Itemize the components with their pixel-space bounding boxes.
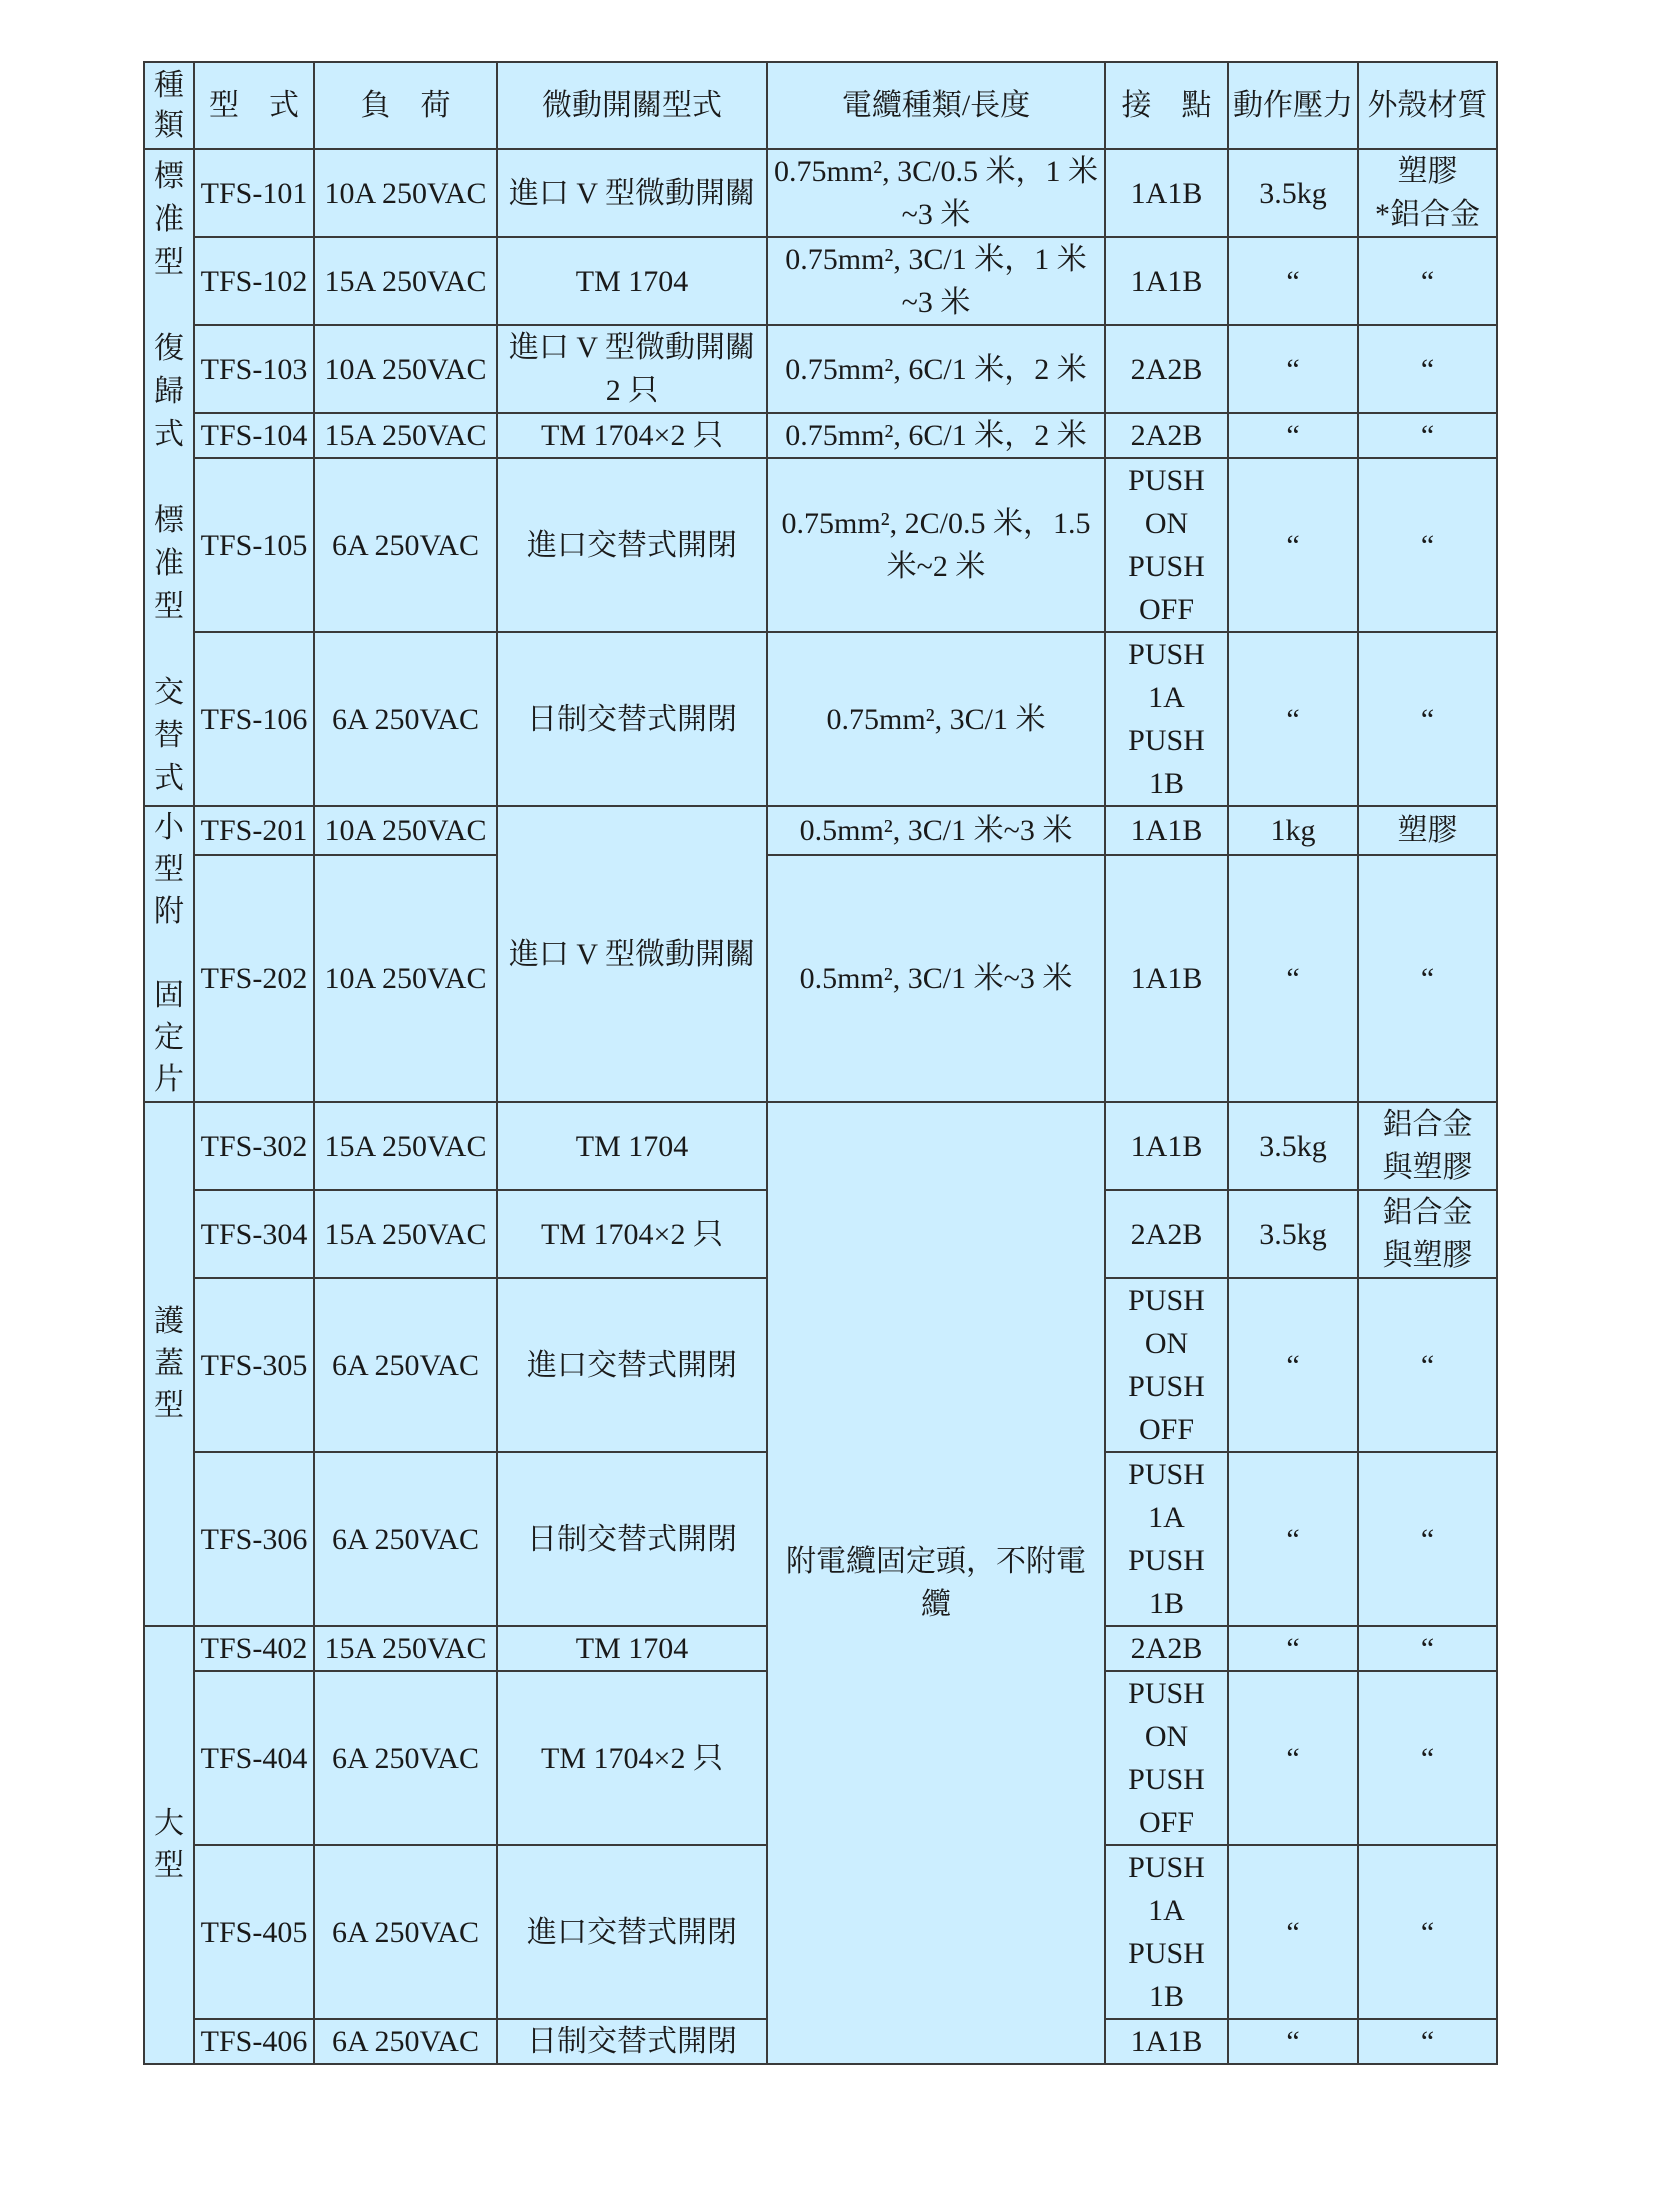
force-cell: “ xyxy=(1228,1626,1358,1671)
load-cell: 6A 250VAC xyxy=(314,1845,497,2019)
category-cover: 護 蓋 型 xyxy=(144,1102,194,1626)
header-model: 型 式 xyxy=(194,62,314,149)
cable-cell: 0.75mm², 3C/0.5 米，1 米~3 米 xyxy=(767,149,1105,237)
model-cell: TFS-102 xyxy=(194,237,314,325)
model-cell: TFS-306 xyxy=(194,1452,314,1626)
spec-table xyxy=(143,61,1498,2065)
switch-cell: 日制交替式開閉 xyxy=(497,2019,767,2064)
contact-cell: PUSH 1A PUSH 1B xyxy=(1105,632,1228,806)
table-row xyxy=(144,855,1497,1102)
force-cell: 3.5kg xyxy=(1228,149,1358,237)
material-cell: “ xyxy=(1358,1452,1497,1626)
material-cell: “ xyxy=(1358,2019,1497,2064)
header-cable: 電纜種類/長度 xyxy=(767,62,1105,149)
force-cell: “ xyxy=(1228,458,1358,632)
model-cell: TFS-302 xyxy=(194,1102,314,1190)
contact-cell: 2A2B xyxy=(1105,325,1228,413)
switch-cell: 進口 V 型微動開關 2 只 xyxy=(497,325,767,413)
category-standard: 標 准 型 復 歸 式 標 准 型 交 替 式 xyxy=(144,149,194,806)
header-load: 負 荷 xyxy=(314,62,497,149)
material-cell: “ xyxy=(1358,413,1497,458)
force-cell: “ xyxy=(1228,237,1358,325)
material-cell: “ xyxy=(1358,855,1497,1102)
model-cell: TFS-101 xyxy=(194,149,314,237)
force-cell: “ xyxy=(1228,1452,1358,1626)
table-row xyxy=(144,149,1497,237)
cable-cell: 0.75mm², 2C/0.5 米，1.5 米~2 米 xyxy=(767,458,1105,632)
material-cell: “ xyxy=(1358,1278,1497,1452)
switch-cell: TM 1704 xyxy=(497,237,767,325)
contact-cell: PUSH ON PUSH OFF xyxy=(1105,1671,1228,1845)
force-cell: “ xyxy=(1228,325,1358,413)
force-cell: “ xyxy=(1228,855,1358,1102)
load-cell: 15A 250VAC xyxy=(314,1626,497,1671)
contact-cell: 2A2B xyxy=(1105,413,1228,458)
load-cell: 15A 250VAC xyxy=(314,1102,497,1190)
table-row xyxy=(144,413,1497,458)
contact-cell: PUSH ON PUSH OFF xyxy=(1105,458,1228,632)
contact-cell: 1A1B xyxy=(1105,806,1228,855)
contact-cell: 2A2B xyxy=(1105,1190,1228,1278)
material-cell: “ xyxy=(1358,325,1497,413)
force-cell: “ xyxy=(1228,413,1358,458)
load-cell: 6A 250VAC xyxy=(314,458,497,632)
cable-cell: 0.75mm², 3C/1 米 xyxy=(767,632,1105,806)
header-switch-type: 微動開關型式 xyxy=(497,62,767,149)
table-row xyxy=(144,325,1497,413)
force-cell: 3.5kg xyxy=(1228,1102,1358,1190)
category-small: 小 型 附 固 定 片 xyxy=(144,806,194,1102)
header-force: 動作壓力 xyxy=(1228,62,1358,149)
switch-cell: 進口交替式開閉 xyxy=(497,1845,767,2019)
model-cell: TFS-405 xyxy=(194,1845,314,2019)
material-cell: “ xyxy=(1358,1626,1497,1671)
model-cell: TFS-406 xyxy=(194,2019,314,2064)
contact-cell: 1A1B xyxy=(1105,2019,1228,2064)
load-cell: 10A 250VAC xyxy=(314,325,497,413)
switch-cell: TM 1704×2 只 xyxy=(497,1190,767,1278)
header-contact: 接 點 xyxy=(1105,62,1228,149)
material-cell: “ xyxy=(1358,632,1497,806)
cable-cell: 0.75mm², 3C/1 米，1 米~3 米 xyxy=(767,237,1105,325)
model-cell: TFS-402 xyxy=(194,1626,314,1671)
force-cell: “ xyxy=(1228,632,1358,806)
load-cell: 6A 250VAC xyxy=(314,1452,497,1626)
contact-cell: 2A2B xyxy=(1105,1626,1228,1671)
table-row xyxy=(144,632,1497,806)
load-cell: 6A 250VAC xyxy=(314,2019,497,2064)
header-category: 種 類 xyxy=(144,62,194,149)
load-cell: 15A 250VAC xyxy=(314,237,497,325)
cable-cell: 0.75mm², 6C/1 米，2 米 xyxy=(767,325,1105,413)
model-cell: TFS-104 xyxy=(194,413,314,458)
contact-cell: PUSH 1A PUSH 1B xyxy=(1105,1845,1228,2019)
force-cell: 1kg xyxy=(1228,806,1358,855)
force-cell: “ xyxy=(1228,1671,1358,1845)
model-cell: TFS-106 xyxy=(194,632,314,806)
switch-cell: 日制交替式開閉 xyxy=(497,632,767,806)
model-cell: TFS-201 xyxy=(194,806,314,855)
contact-cell: 1A1B xyxy=(1105,149,1228,237)
load-cell: 15A 250VAC xyxy=(314,1190,497,1278)
force-cell: “ xyxy=(1228,2019,1358,2064)
contact-cell: 1A1B xyxy=(1105,237,1228,325)
material-cell: 鋁合金 與塑膠 xyxy=(1358,1102,1497,1190)
model-cell: TFS-202 xyxy=(194,855,314,1102)
switch-cell: TM 1704×2 只 xyxy=(497,413,767,458)
load-cell: 10A 250VAC xyxy=(314,855,497,1102)
material-cell: 塑膠 xyxy=(1358,806,1497,855)
force-cell: 3.5kg xyxy=(1228,1190,1358,1278)
table-row xyxy=(144,458,1497,632)
switch-cell: TM 1704 xyxy=(497,1102,767,1190)
header-material: 外殼材質 xyxy=(1358,62,1497,149)
category-large: 大 型 xyxy=(144,1626,194,2064)
material-cell: 鋁合金 與塑膠 xyxy=(1358,1190,1497,1278)
contact-cell: PUSH 1A PUSH 1B xyxy=(1105,1452,1228,1626)
table-row xyxy=(144,806,1497,855)
contact-cell: 1A1B xyxy=(1105,1102,1228,1190)
load-cell: 6A 250VAC xyxy=(314,632,497,806)
model-cell: TFS-103 xyxy=(194,325,314,413)
force-cell: “ xyxy=(1228,1278,1358,1452)
switch-cell: 進口交替式開閉 xyxy=(497,458,767,632)
material-cell: “ xyxy=(1358,458,1497,632)
load-cell: 10A 250VAC xyxy=(314,149,497,237)
material-cell: “ xyxy=(1358,237,1497,325)
load-cell: 6A 250VAC xyxy=(314,1278,497,1452)
header-row xyxy=(144,62,1497,149)
cable-cell: 附電纜固定頭，不附電纜 xyxy=(767,1102,1105,2064)
model-cell: TFS-105 xyxy=(194,458,314,632)
switch-cell: 進口交替式開閉 xyxy=(497,1278,767,1452)
switch-cell: TM 1704 xyxy=(497,1626,767,1671)
cable-cell: 0.5mm², 3C/1 米~3 米 xyxy=(767,806,1105,855)
material-cell: 塑膠 *鋁合金 xyxy=(1358,149,1497,237)
load-cell: 6A 250VAC xyxy=(314,1671,497,1845)
switch-cell: 進口 V 型微動開關 xyxy=(497,806,767,1102)
table-row xyxy=(144,1102,1497,1190)
model-cell: TFS-404 xyxy=(194,1671,314,1845)
force-cell: “ xyxy=(1228,1845,1358,2019)
model-cell: TFS-305 xyxy=(194,1278,314,1452)
contact-cell: PUSH ON PUSH OFF xyxy=(1105,1278,1228,1452)
switch-cell: TM 1704×2 只 xyxy=(497,1671,767,1845)
load-cell: 15A 250VAC xyxy=(314,413,497,458)
cable-cell: 0.75mm², 6C/1 米，2 米 xyxy=(767,413,1105,458)
material-cell: “ xyxy=(1358,1845,1497,2019)
material-cell: “ xyxy=(1358,1671,1497,1845)
contact-cell: 1A1B xyxy=(1105,855,1228,1102)
table-row xyxy=(144,237,1497,325)
model-cell: TFS-304 xyxy=(194,1190,314,1278)
load-cell: 10A 250VAC xyxy=(314,806,497,855)
switch-cell: 日制交替式開閉 xyxy=(497,1452,767,1626)
switch-cell: 進口 V 型微動開關 xyxy=(497,149,767,237)
cable-cell: 0.5mm², 3C/1 米~3 米 xyxy=(767,855,1105,1102)
